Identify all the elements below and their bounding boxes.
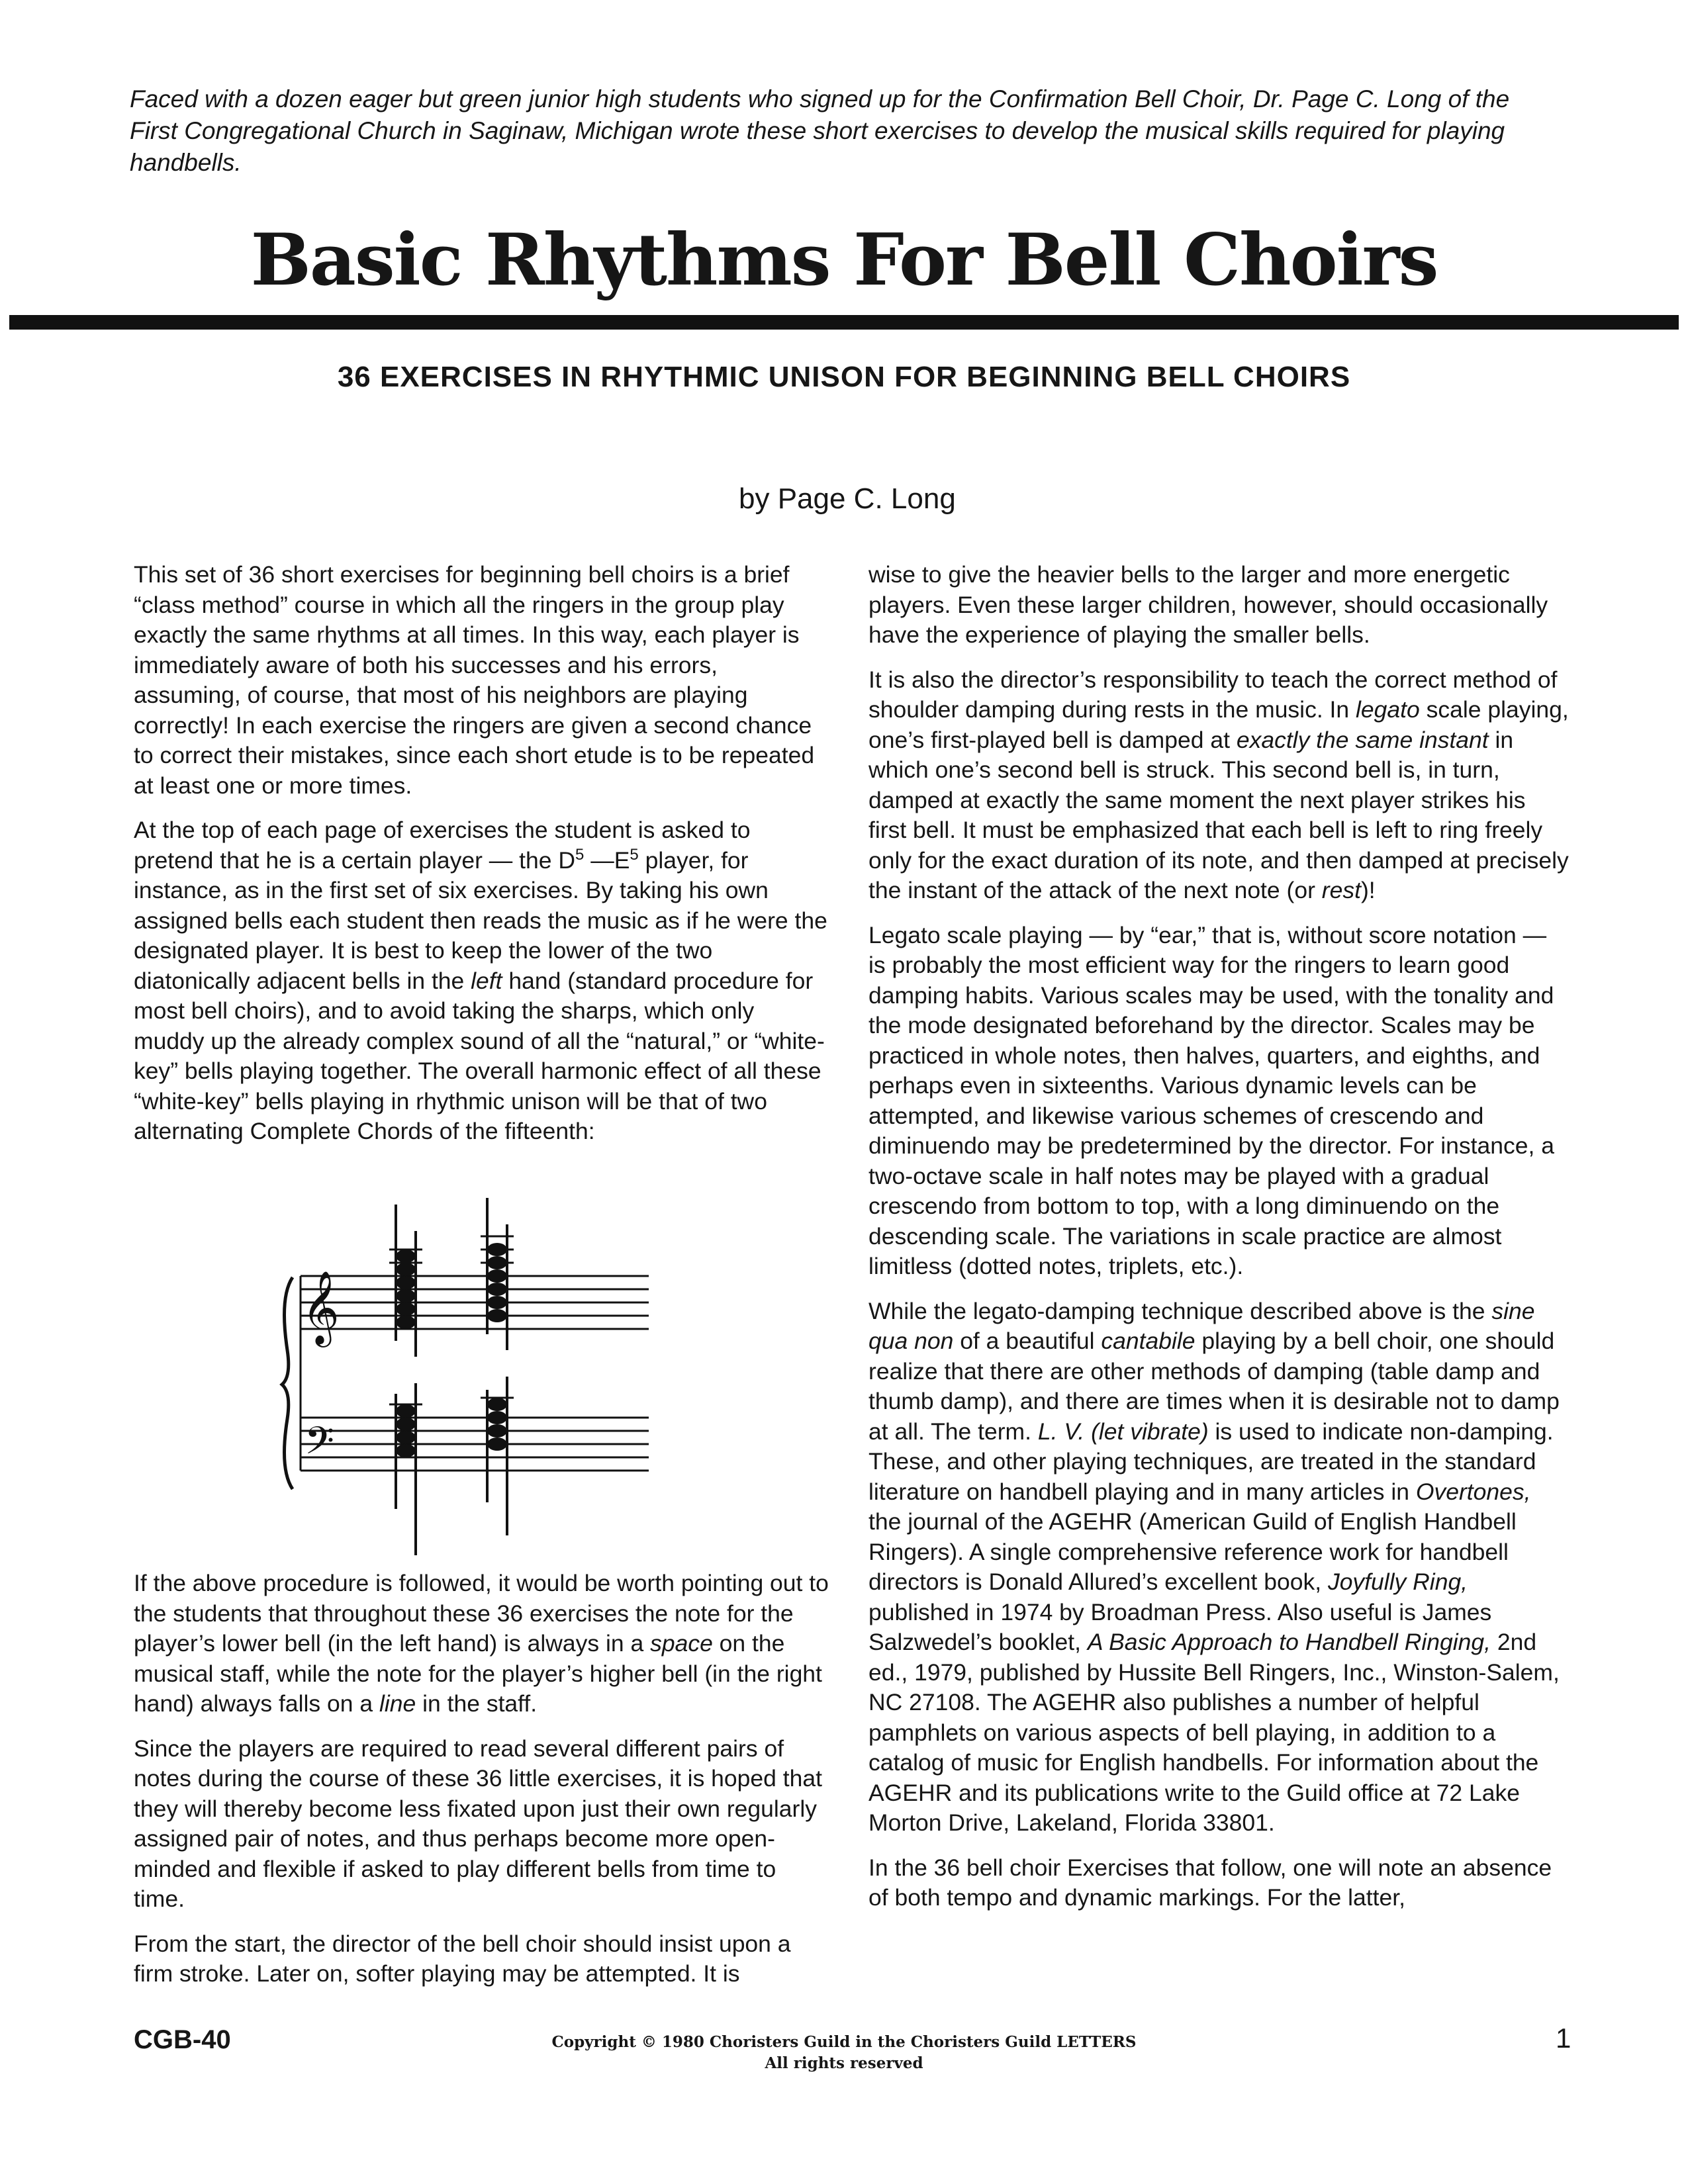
- paragraph-3: If the above procedure is followed, it would be worth pointing out to the students that throughout these 36 exercises the note for the player’s lower bell (in the left hand) is always in a space on the musical staff, while the note for the player’s higher bell (in the right hand) always falls on a line in the staff.: [134, 1570, 829, 1717]
- footer-copyright: Copyright © 1980 Choristers Guild in the Choristers Guild LETTERS All rights reserved: [551, 2033, 1137, 2072]
- paragraph-4: Since the players are required to read several different pairs of notes during the course of these 36 little exercises, it is hoped that they will thereby become less fixated upon just their own regularly assigned pair of notes, and thus perhaps become more open-minded and flexible if asked to play different bells from time to time.: [134, 1735, 822, 1912]
- chord-notation: [278, 1198, 662, 1555]
- page-title: Basic Rhythms For Bell Choirs: [250, 218, 1438, 302]
- paragraph-1: This set of 36 short exercises for beginning bell choirs is a brief “class method” course in which all the ringers in the group play exactly the same rhythms at all times. In this way, each player is immediately aware of both his successes and his errors, assuming, of course, that most of his neighbors are playing correctly! In each exercise the ringers are given a second chance to correct their mistakes, since each short etude is to be repeated at least one or more times.: [134, 561, 815, 799]
- footer-code: CGB-40: [134, 2025, 231, 2054]
- paragraph-5: From the start, the director of the bell choir should insist upon a firm stroke. Later on, softer playing may be attempted. It is: [134, 1930, 791, 1987]
- paragraph-r4: While the legato-damping technique described above is the sine qua non of a beautiful cantabile playing by a bell choir, one should realize that there are other methods of damping (table damp and thumb damp), and there are times when it is desirable not to damp at all. The term. L. V. (let vibrate) is used to indicate non-damping. These, and other playing techniques, are treated in the standard literature on handbell playing and in many articles in Overtones, the journal of the AGEHR (American Guild of English Handbell Ringers). A single comprehensive reference work for handbell directors is Donald Allured’s excellent book, Joyfully Ring, published in 1974 by Broadman Press. Also useful is James Salzwedel’s booklet, A Basic Approach to Handbell Ringing, 2nd ed., 1979, published by Hussite Bell Ringers, Inc., Winston-Salem, NC 27108. The AGEHR also publishes a number of helpful pamphlets on various aspects of bell playing, in addition to a catalog of music for English handbells. For information about the AGEHR and its publications write to the Guild office at 72 Lake Morton Drive, Lakeland, Florida 33801.: [868, 1297, 1560, 1836]
- paragraph-r2: It is also the director’s responsibility to teach the correct method of shoulder damping during rests in the music. In legato scale playing, one’s first-played bell is damped at exactly the same instant in which one’s second bell is struck. This second bell is, in turn, damped at exactly the same moment the next player strikes his first bell. It must be emphasized that each bell is left to ring freely only for the exact duration of its note, and then damped at precisely the instant of the attack of the next note (or rest)!: [868, 666, 1569, 903]
- paragraph-2: At the top of each page of exercises the student is asked to pretend that he is a certain player — the $D^5$ $—E^5$ player, for instance, as in the first set of six exercises. By taking his own assigned bells each student then reads the music as if he were the designated player. It is best to keep the lower of the two diatonically adjacent bells in the left hand (standard procedure for most bell choirs), and to avoid taking the sharps, which only muddy up the already complex sound of all the “natural,” or “white-key” bells playing together. The overall harmonic effect of all these “white-key” bells playing in rhythmic unison will be that of two alternating Complete Chords of the fifteenth:: [134, 817, 827, 1144]
- chord-2-bass: [481, 1377, 514, 1535]
- chord-2-treble: [481, 1198, 514, 1350]
- paragraph-r1: wise to give the heavier bells to the larger and more energetic players. Even these larger children, however, should occasionally have the experience of playing the smaller bells.: [868, 561, 1548, 648]
- paragraph-r5: In the 36 bell choir Exercises that follow, one will note an absence of both tempo and dynamic markings. For the latter,: [868, 1854, 1552, 1911]
- staff-brace: [282, 1277, 293, 1489]
- author-byline: by Page C. Long: [739, 482, 956, 515]
- paragraph-r3: Legato scale playing — by “ear,” that is, without score notation — is probably the most efficient way for the ringers to learn good damping habits. Various scales may be used, with the tonality and the mode designated beforehand by the director. Scales may be practiced in whole notes, then halves, quarters, and eighths, and perhaps even in sixteenths. Various dynamic levels can be attempted, and likewise various schemes of crescendo and diminuendo may be predetermined by the director. For instance, a two-octave scale in half notes may be played with a gradual crescendo from bottom to top, with a long diminuendo on the descending scale. The variations in scale practice are almost limitless (dotted notes, triplets, etc.).: [868, 921, 1554, 1279]
- bass-staff: [301, 1418, 649, 1471]
- page-number: 1: [1556, 2023, 1571, 2054]
- intro-note: Faced with a dozen eager but green junior high students who signed up for the Confirmation Bell Choir, Dr. Page C. Long of the First Congregational Church in Saginaw, Michigan wrote these short exercises to develop the musical skills required for playing handbells.: [130, 85, 1510, 176]
- left-column: [134, 560, 830, 1161]
- treble-clef-icon: 𝄞: [302, 1270, 340, 1344]
- treble-staff: [301, 1276, 649, 1329]
- right-column: [868, 560, 1569, 1928]
- chord-1-treble: [389, 1205, 422, 1357]
- page-subtitle: 36 EXERCISES IN RHYTHMIC UNISON FOR BEGINNING BELL CHOIRS: [337, 361, 1351, 393]
- chord-1-bass: [389, 1383, 422, 1555]
- title-rule: [9, 315, 1679, 330]
- bass-clef-icon: 𝄢: [305, 1418, 335, 1473]
- left-column-lower: [134, 1569, 830, 2004]
